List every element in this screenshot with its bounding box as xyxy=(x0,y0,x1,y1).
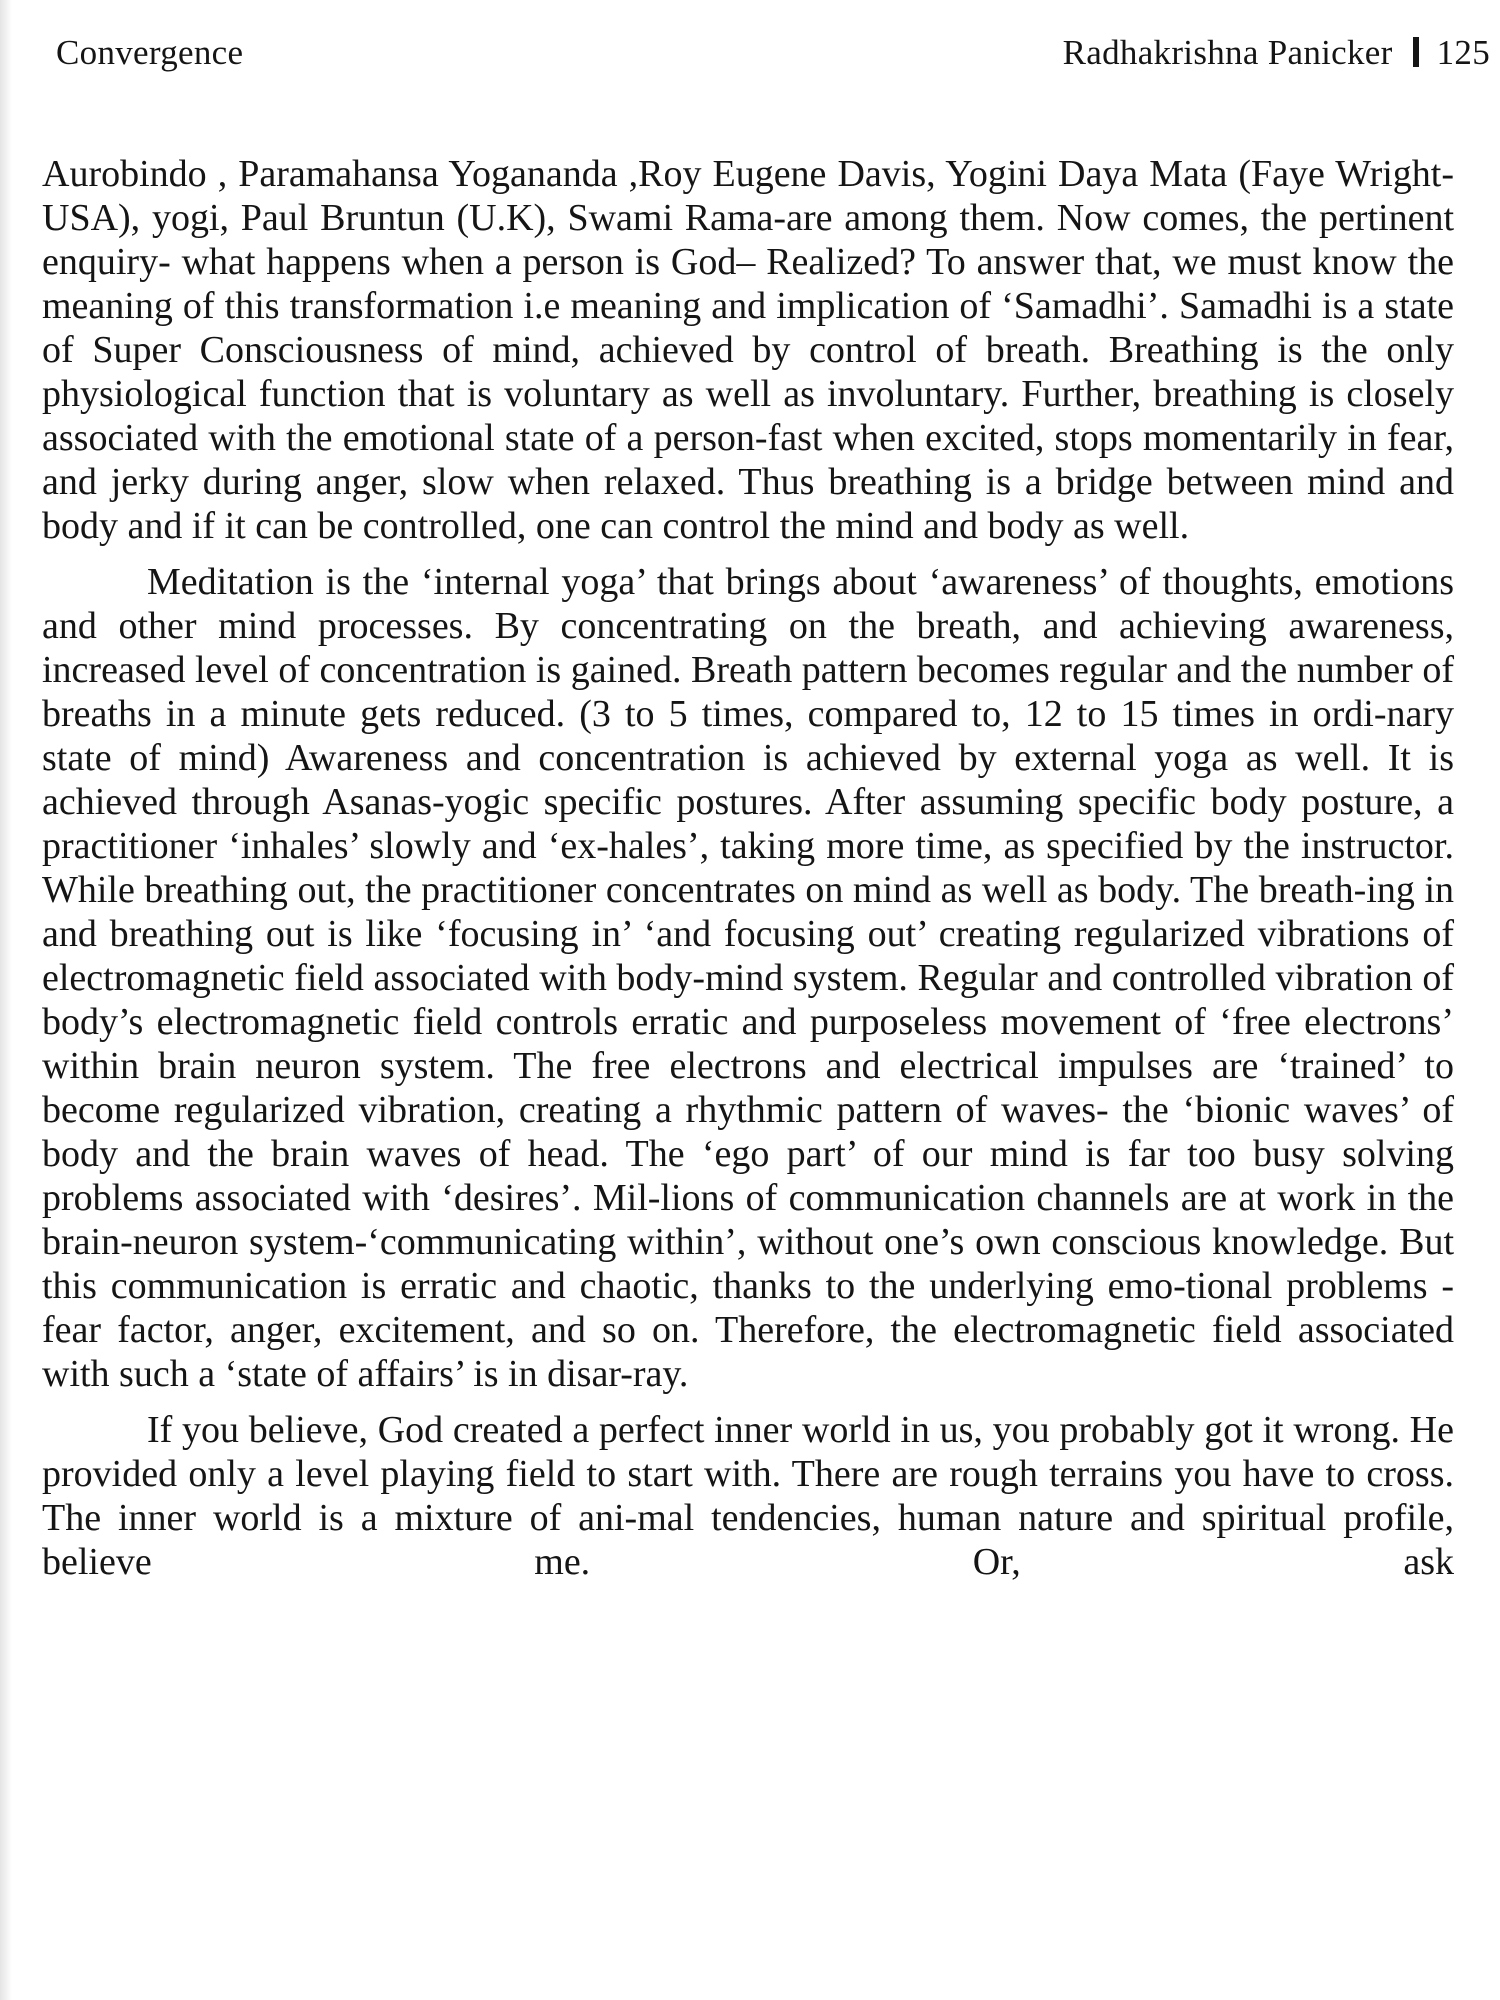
paragraph-1: Aurobindo , Paramahansa Yogananda ,Roy Eugene Davis, Yogini Daya Mata (Faye Wright-USA), yogi, Paul Bruntun (U.K), Swami Rama-are among them. Now comes, the pertinent enquiry- what happens when a person is God– Realized? To answer that, we must know the meaning of this transformation i.e meaning and implication of ‘Samadhi’. Samadhi is a state of Super Consciousness of mind, achieved by control of breath. Breathing is the only physiological function that is voluntary as well as involuntary. Further, breathing is closely associated with the emotional state of a person-fast when excited, stops momentarily in fear, and jerky during anger, slow when relaxed. Thus breathing is a bridge between mind and body and if it can be controlled, one can control the mind and body as well. xyxy=(42,153,1454,547)
header-right xyxy=(1063,28,1490,78)
running-title: Convergence xyxy=(56,33,244,72)
page-edge-shadow xyxy=(0,0,12,2000)
page-number: 125 xyxy=(1436,33,1490,72)
body-text xyxy=(42,152,1454,1596)
paragraph-2: Meditation is the ‘internal yoga’ that brings about ‘awareness’ of thoughts, emotions and other mind processes. By concentrating on the breath, and achieving awareness, increased level of concentration is gained. Breath pattern becomes regular and the number of breaths in a minute gets reduced. (3 to 5 times, compared to, 12 to 15 times in ordi-​nary state of mind) Awareness and concentration is achieved by external yoga as well. It is achieved through Asanas-yogic specific postures. After assuming specific body posture, a practitioner ‘inhales’ slowly and ‘ex-​hales’, taking more time, as specified by the instructor. While breathing out, the practitioner concentrates on mind as well as body. The breath-​ing in and breathing out is like ‘focusing in’ ‘and focusing out’ creating regularized vibrations of electromagnetic field associated with body-mind system. Regular and controlled vibration of body’s electromagnetic field controls erratic and purposeless movement of ‘free electrons’ within brain neuron system. The free electrons and electrical impulses are ‘trained’ to become regularized vibration, creating a rhythmic pattern of waves- the ‘bionic waves’ of body and the brain waves of head. The ‘ego part’ of our mind is far too busy solving problems associated with ‘desires’. Mil-​lions of communication channels are at work in the brain-neuron system-​‘communicating within’, without one’s own conscious knowledge. But this communication is erratic and chaotic, thanks to the underlying emo-​tional problems - fear factor, anger, excitement, and so on. Therefore, the electromagnetic field associated with such a ‘state of affairs’ is in disar-​ray. xyxy=(42,561,1454,1395)
paragraph-3: If you believe, God created a perfect inner world in us, you probably got it wrong. He provided only a level playing field to start with. There are rough terrains you have to cross. The inner world is a mixture of ani-​mal tendencies, human nature and spiritual profile, believe me. Or, ask xyxy=(42,1409,1454,1583)
header-separator-bar xyxy=(1413,37,1419,67)
author-name: Radhakrishna Panicker xyxy=(1062,33,1393,72)
page-header xyxy=(56,28,1490,78)
